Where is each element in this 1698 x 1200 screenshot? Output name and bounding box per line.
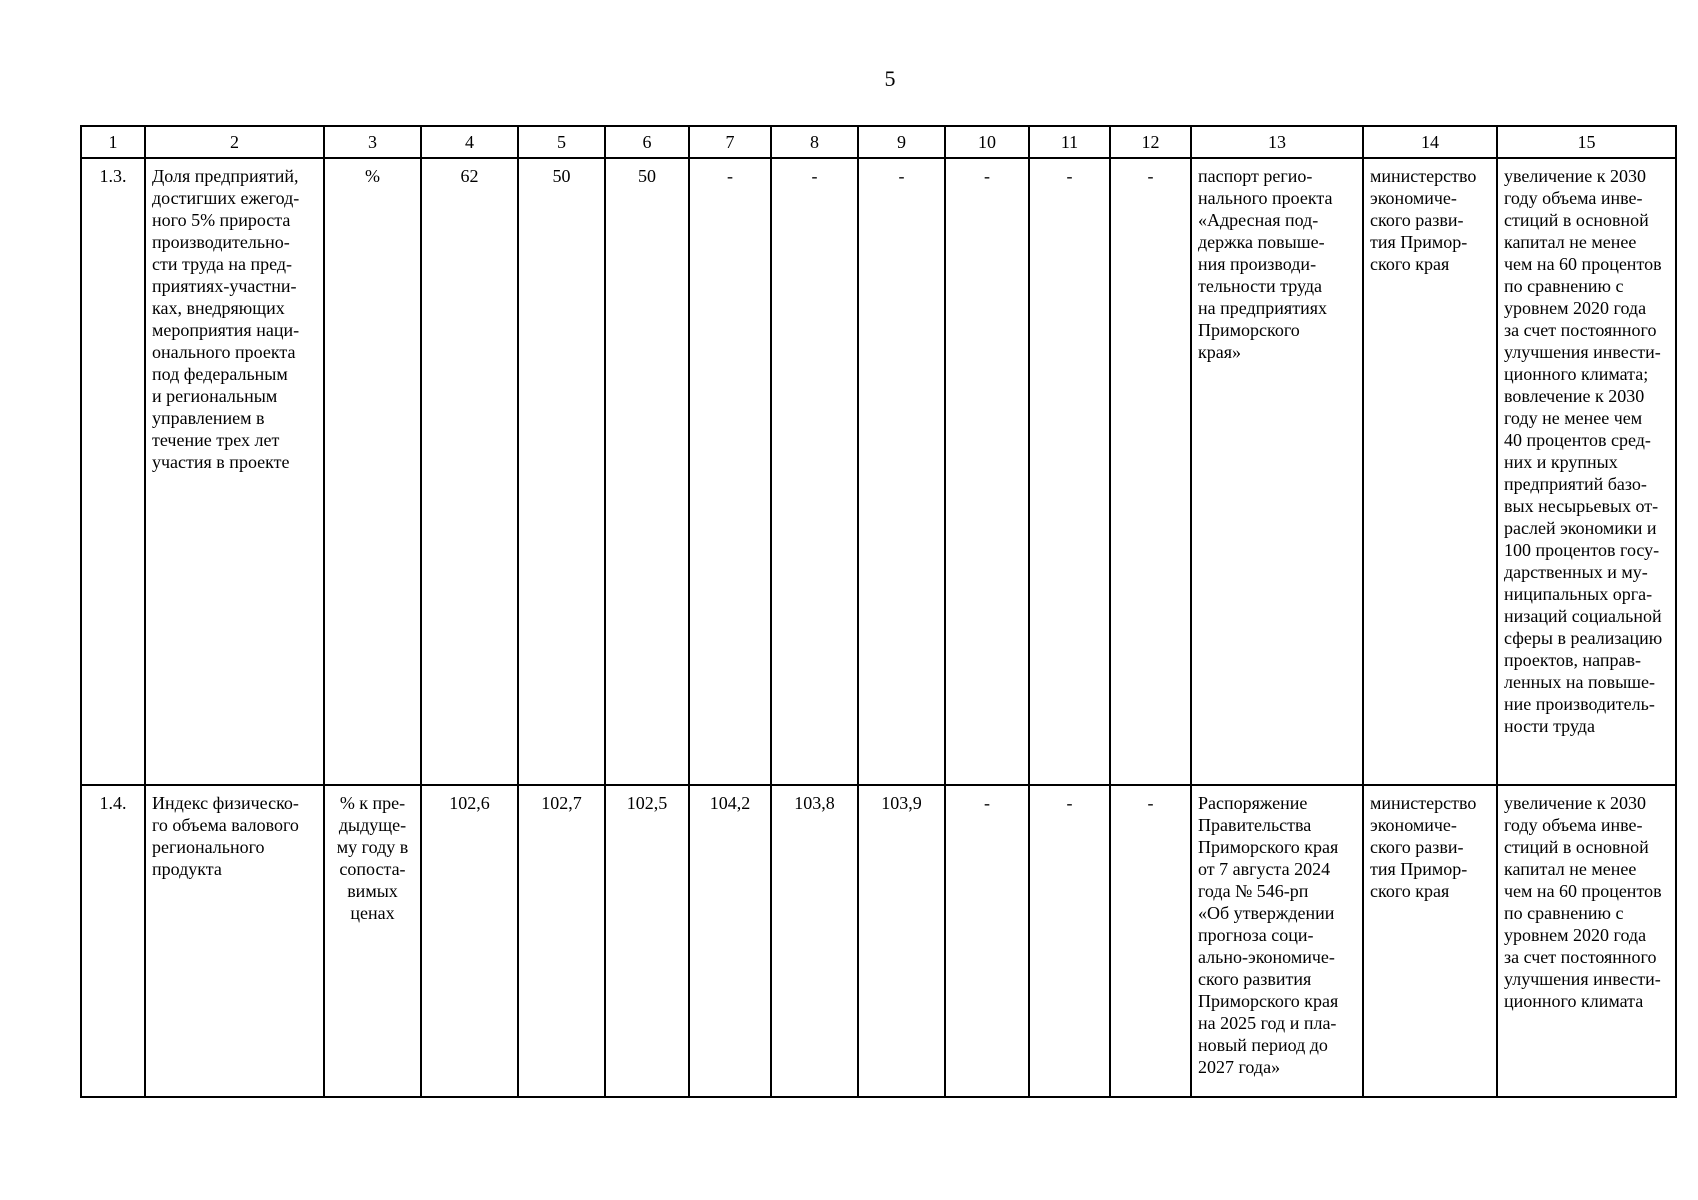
header-cell: 1 (81, 126, 145, 158)
indicator-name (145, 158, 324, 785)
unit-text: % (365, 166, 380, 186)
value-col-4: 102,6 (421, 785, 518, 1097)
responsible-body-text: министерство экономиче- ского разви- тия Примор- ского края (1370, 793, 1477, 901)
header-cell: 5 (518, 126, 605, 158)
header-cell: 9 (858, 126, 945, 158)
table-row (81, 785, 1676, 1097)
header-cell: 4 (421, 126, 518, 158)
row-number: 1.3. (81, 158, 145, 785)
indicator-name-text: Доля предприятий, достигших ежегод- ного 5% прироста производительно- сти труда на пред- приятиях-участни- ках, внедряющих мероприятия наци- онального проекта под федеральным и региональным управлением в течение трех лет участия в проекте (152, 166, 300, 472)
header-cell: 12 (1110, 126, 1191, 158)
value-col-11: - (1029, 785, 1110, 1097)
value-col-5: 102,7 (518, 785, 605, 1097)
responsible-body-text: министерство экономиче- ского разви- тия Примор- ского края (1370, 166, 1477, 274)
value-col-6: 50 (605, 158, 689, 785)
goal-description-text: увеличение к 2030 году объема инве- стиций в основной капитал не менее чем на 60 процентов по сравнению с уровнем 2020 года за счет постоянного улучшения инвести- ционного климата; вовлечение к 2030 году не менее чем 40 процентов сред- них и крупных предприятий базо- вых несырьевых от- раслей экономики и 100 процентов госу- дарственных и му- ниципальных орга- низаций социальной сферы в реализацию проектов, направ- ленных на повыше- ние производитель- ности труда (1504, 166, 1663, 736)
goal-description (1497, 785, 1676, 1097)
indicators-table (80, 125, 1677, 1098)
value-col-5: 50 (518, 158, 605, 785)
value-col-7: 104,2 (689, 785, 771, 1097)
page-number: 5 (884, 66, 896, 91)
source-document (1191, 785, 1363, 1097)
value-col-12: - (1110, 785, 1191, 1097)
goal-description-text: увеличение к 2030 году объема инве- стиций в основной капитал не менее чем на 60 процентов по сравнению с уровнем 2020 года за счет постоянного улучшения инвести- ционного климата (1504, 793, 1662, 1011)
value-col-11: - (1029, 158, 1110, 785)
goal-description (1497, 158, 1676, 785)
unit-text: % к пре- дыдуще- му году в сопоста- вимых ценах (336, 793, 409, 923)
table-header-row (81, 126, 1676, 158)
value-col-12: - (1110, 158, 1191, 785)
value-col-4: 62 (421, 158, 518, 785)
value-col-7: - (689, 158, 771, 785)
value-col-8: - (771, 158, 858, 785)
source-document-text: паспорт регио- нального проекта «Адресная под- держка повыше- ния производи- тельности труда на предприятиях Приморского края» (1198, 166, 1333, 362)
unit (324, 785, 421, 1097)
value-col-9: - (858, 158, 945, 785)
value-col-10: - (945, 785, 1029, 1097)
indicator-name-text: Индекс физическо- го объема валового регионального продукта (152, 793, 299, 879)
header-cell: 10 (945, 126, 1029, 158)
value-col-8: 103,8 (771, 785, 858, 1097)
indicator-name (145, 785, 324, 1097)
header-cell: 8 (771, 126, 858, 158)
header-cell: 15 (1497, 126, 1676, 158)
value-col-9: 103,9 (858, 785, 945, 1097)
header-cell: 6 (605, 126, 689, 158)
responsible-body (1363, 158, 1497, 785)
header-cell: 13 (1191, 126, 1363, 158)
header-cell: 7 (689, 126, 771, 158)
row-number: 1.4. (81, 785, 145, 1097)
source-document (1191, 158, 1363, 785)
source-document-text: Распоряжение Правительства Приморского края от 7 августа 2024 года № 546-рп «Об утверждении прогноза соци- ально-экономиче- ского развития Приморского края на 2025 год и пла- новый период до 2027 года» (1198, 793, 1339, 1077)
header-cell: 11 (1029, 126, 1110, 158)
responsible-body (1363, 785, 1497, 1097)
value-col-10: - (945, 158, 1029, 785)
header-cell: 14 (1363, 126, 1497, 158)
header-cell: 2 (145, 126, 324, 158)
header-cell: 3 (324, 126, 421, 158)
table-row (81, 158, 1676, 785)
value-col-6: 102,5 (605, 785, 689, 1097)
unit (324, 158, 421, 785)
